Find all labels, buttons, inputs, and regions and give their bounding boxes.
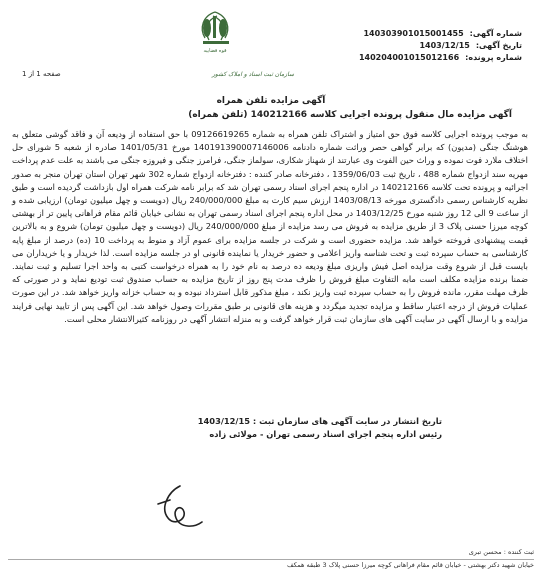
document-title: آگهی مزایده تلفن همراه: [216, 96, 326, 106]
case-number-label: شماره پرونده:: [465, 53, 522, 62]
emblem-caption: سازمان ثبت اسناد و املاک کشور: [211, 71, 295, 78]
notice-number: 140303901015001455: [363, 29, 464, 38]
svg-text:قوه قضاییه: قوه قضاییه: [203, 48, 227, 54]
notice-number-label: شماره آگهی:: [469, 29, 522, 38]
document-body: به موجب پرونده اجرایی کلاسه فوق حق امتیاز و اشتراک تلفن همراه به شماره 09126619265 با حق استفاده از ودیعه آن و فاقد گوشی متعلق به هوشنگ جنگی (مدیون) که برابر گواهی حصر وراثت شماره دادنامه 140191390007146006 مورخ 1401/05/31 صادره از شعبه 5 شورای حل اختلاف ملارد فوت نموده و وراث حین الفوت وی عبارتند از شهناز شکاری، سولماز جنگی، فرامرز جنگی و فیروزه جنگی می باشند به علت عدم پرداخت مهریه سند ازدواج شماره 488 ، تاریخ ثبت 1359/06/03 ، دفترخانه صادر کننده : دفترخانه ازدواج شماره 302 شهر تهران استان تهران منجر به صدور اجرائیه و پرونده تحت کلاسه 140212166 در اداره پنجم اجرای اسناد رسمی تهران شد که برابر نامه شرکت همراه اول بازداشت گردیده است و طبق نظریه کارشناس رسمی دادگستری مورخه 1403/08/13 ارزش سیم کارت به مبلغ 240/000/000 ریال (دویست و چهل میلیون تومان) ارزیابی شده و از ساعت 9 الی 12 روز شنبه مورخ 1403/12/25 در محل اداره پنجم اجرای اسناد رسمی تهران به نشانی خیابان قائم مقام فراهانی پایین تر از بهشتی کوچه میرزا حسنی پلاک 3 از طریق مزایده به فروش می رسد مزایده از مبلغ 240/000/000 ریال (دویست و چهل میلیون تومان) شروع و به بالاترین قیمت پیشنهادی فروخته خواهد شد. مزایده حضوری است و شرکت در جلسه مزایده برای عموم آزاد و منوط به پرداخت 10 (ده) درصد از مبلغ پایه کارشناسی به حساب سپرده ثبت و تحت شناسه واریز اعلامی و حضور خریدار یا نماینده قانونی او در جلسه مزایده است. لذا خریدار و یا خریداران می بایست قبل از شروع وقت مزایده اصل فیش واریزی مبلغ ودیعه ده درصد به نام خود را به همراه درخواست کتبی به واحد اجرا تسلیم و ثبت نمایند. ضمنا برنده مزایده مکلف است مابه التفاوت مبلغ فروش را ظرف مدت پنج روز از تاریخ مزایده به حساب صندوق ثبت تودیع نماید و در صورتی که ظرف مهلت مقرر، مانده فروش را به حساب سپرده ثبت واریز نکند ، مبلغ مذکور قابل استرداد نبوده و به حساب خزانه واریز خواهد شد. در این صورت عملیات فروش از درجه اعتبار ساقط و مزایده تجدید میگردد و هزینه های قانونی بر طبق مقررات وصول خواهد شد. این آگهی پس از تایید نهایی فرایند مزایده و با ارسال آگهی در سایت آگهی های سازمان ثبت قرار خواهد گرفت و به منزله انتشار آگهی در روزنامه کثیرالانتشار محلی است.: [12, 129, 529, 324]
footer: [8, 548, 534, 570]
handwritten-signature: [150, 478, 220, 538]
notice-date-label: تاریخ آگهی:: [475, 41, 522, 50]
footer-address: خیابان شهید دکتر بهشتی - خیابان قائم مقام فراهانی کوچه میرزا حسنی پلاک 3 طبقه همکف: [8, 559, 534, 570]
signature-block: [122, 415, 442, 441]
footer-sender: ثبت کننده : محسن تبری: [468, 548, 534, 556]
notice-date-row: [292, 40, 522, 52]
case-number-row: [292, 52, 522, 64]
case-number: 140204001015012166: [358, 53, 460, 62]
notice-date: 1403/12/15: [419, 41, 470, 50]
document-subtitle: آگهی مزایده مال منقول پرونده اجرایی کلاسه 140212166 (تلفن همراه): [188, 110, 512, 120]
signatory-line: رئیس اداره پنجم اجرای اسناد رسمی تهران - مولائی زاده: [209, 429, 442, 439]
notice-meta: [292, 28, 522, 64]
notice-number-row: [292, 28, 522, 40]
publish-date-line: تاریخ انتشار در سایت آگهی های سازمان ثبت : 1403/12/15: [197, 416, 442, 426]
page-indicator: صفحه 1 از 1: [22, 70, 61, 78]
